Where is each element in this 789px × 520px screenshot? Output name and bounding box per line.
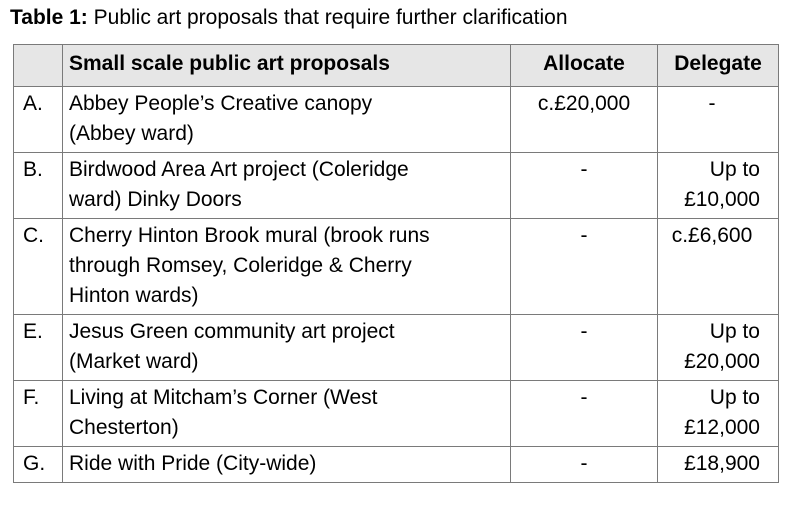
row-proposal-line: (Abbey ward) [69,122,194,145]
table-row [14,153,779,219]
row-delegate [658,153,779,219]
table-caption-text: Public art proposals that require further clarification [87,6,568,29]
table-row [14,381,779,447]
table-row [14,315,779,381]
row-allocate: - [511,315,658,381]
row-proposal-line: Hinton wards) [69,284,199,307]
row-letter: C. [14,219,63,315]
row-delegate-line: Up to [709,386,760,409]
row-proposal-line: (Market ward) [69,350,199,373]
row-letter: E. [14,315,63,381]
row-allocate: c.£20,000 [511,87,658,153]
row-proposal-line: Birdwood Area Art project (Coleridge [69,158,409,181]
row-delegate-line: - [708,92,716,115]
row-proposal-line: Cherry Hinton Brook mural (brook runs [69,224,430,247]
row-allocate: - [511,381,658,447]
row-proposal-line: Abbey People’s Creative canopy [69,92,373,115]
row-delegate [658,315,779,381]
row-letter: B. [14,153,63,219]
row-proposal [63,315,511,381]
header-proposal: Small scale public art proposals [63,45,511,87]
row-proposal-line: Ride with Pride (City-wide) [69,452,317,475]
table-caption-label: Table 1: [10,6,88,29]
row-proposal [63,447,511,483]
row-allocate: - [511,153,658,219]
row-letter: F. [14,381,63,447]
row-proposal [63,381,511,447]
row-proposal [63,219,511,315]
table-row [14,219,779,315]
row-allocate: - [511,219,658,315]
row-delegate [658,447,779,483]
table-row [14,447,779,483]
row-delegate-line: Up to [709,158,760,181]
row-proposal [63,87,511,153]
row-proposal-line: through Romsey, Coleridge & Cherry [69,254,412,277]
row-letter: A. [14,87,63,153]
row-delegate [658,381,779,447]
row-proposal-line: Jesus Green community art project [69,320,395,343]
row-proposal [63,153,511,219]
table-caption [10,4,568,32]
public-art-proposals-table [13,44,779,483]
row-proposal-line: Living at Mitcham’s Corner (West [69,386,378,409]
row-letter: G. [14,447,63,483]
row-delegate-line: £18,900 [684,452,760,475]
row-allocate: - [511,447,658,483]
row-delegate [658,219,779,315]
row-delegate-line: £12,000 [684,416,760,439]
row-delegate-line: £20,000 [684,350,760,373]
table-row [14,87,779,153]
row-proposal-line: Chesterton) [69,416,179,439]
row-delegate-line: c.£6,600 [671,224,753,247]
row-proposal-line: ward) Dinky Doors [69,188,242,211]
header-allocate: Allocate [511,45,658,87]
row-delegate-line: £10,000 [684,188,760,211]
row-delegate-line: Up to [709,320,760,343]
row-delegate [658,87,779,153]
header-delegate: Delegate [658,45,779,87]
header-letter [14,45,63,87]
table-header-row [14,45,779,87]
